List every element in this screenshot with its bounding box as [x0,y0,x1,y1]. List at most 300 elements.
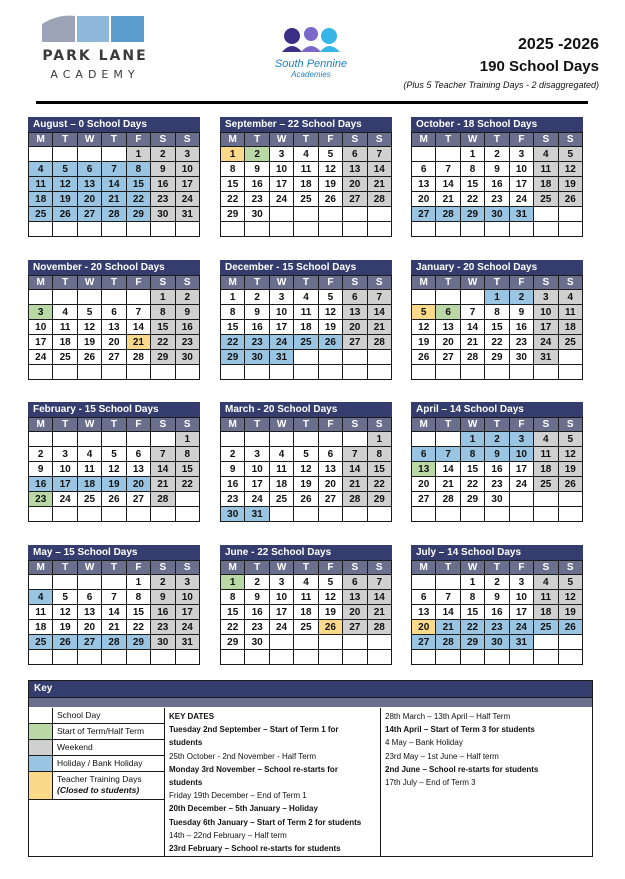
school-day: 17 [269,177,293,192]
term-start-day: 6 [436,305,460,320]
weekend-day: 6 [343,290,367,305]
key-date-line: 25th October - 2nd November - Half Term [169,751,317,761]
weekend-day: 1 [126,147,150,162]
week-row [29,320,200,335]
holiday-day: 31 [245,507,269,522]
school-day: 6 [318,447,342,462]
school-day: 6 [412,590,436,605]
school-days-total: 190 School Days [479,58,599,75]
week-row [29,477,200,492]
weekend-day: 2 [151,147,175,162]
school-day: 30 [485,492,509,507]
weekday-header: W [269,418,293,432]
weekend-day: 11 [558,305,582,320]
empty-cell [412,290,436,305]
empty-cell [367,507,391,522]
training-day: 20 [412,620,436,635]
empty-cell [175,222,199,237]
week-row [221,492,392,507]
empty-cell [485,365,509,380]
month-calendar [411,117,583,237]
empty-cell [53,432,77,447]
school-day: 2 [245,290,269,305]
month-title: May – 15 School Days [28,545,200,560]
school-day: 12 [53,605,77,620]
school-day: 4 [53,305,77,320]
empty-cell [126,650,150,665]
school-day: 6 [412,162,436,177]
weekday-header: S [151,276,175,290]
holiday-day: 21 [436,620,460,635]
school-day: 3 [53,447,77,462]
school-day: 9 [29,462,53,477]
school-day: 12 [77,320,101,335]
weekend-day: 18 [534,605,558,620]
holiday-day: 20 [77,192,101,207]
weekend-day: 11 [534,447,558,462]
month-table [220,417,392,522]
weekday-header: S [558,418,582,432]
holiday-day: 25 [534,620,558,635]
weekend-day: 20 [343,320,367,335]
holiday-day: 28 [436,207,460,222]
empty-cell [343,650,367,665]
week-row [29,462,200,477]
weekday-header-row [221,418,392,432]
holiday-day: 1 [460,432,484,447]
school-day: 11 [269,462,293,477]
weekday-header: T [436,561,460,575]
weekend-day: 17 [175,605,199,620]
month-table [28,275,200,380]
weekday-header: M [29,133,53,147]
weekend-day: 20 [343,177,367,192]
empty-cell [343,207,367,222]
school-day: 23 [485,477,509,492]
holiday-day: 14 [102,177,126,192]
school-day: 9 [485,590,509,605]
key-date-line: 23rd May – 1st June – Half term [385,751,499,761]
empty-cell [221,432,245,447]
school-day: 15 [485,320,509,335]
empty-cell [245,222,269,237]
weekday-header-row [412,276,583,290]
school-day: 18 [294,320,318,335]
weekday-header-row [412,561,583,575]
week-row [29,492,200,507]
weekend-day: 7 [367,147,391,162]
header-divider [36,101,588,104]
legend-label-text: School Day [57,710,101,720]
holiday-day: 7 [102,162,126,177]
weekday-header: S [343,276,367,290]
weekend-day: 28 [367,335,391,350]
weekday-header-row [221,561,392,575]
empty-cell [485,222,509,237]
school-day: 21 [460,335,484,350]
school-day: 22 [460,192,484,207]
school-day: 16 [485,462,509,477]
holiday-day: 21 [102,192,126,207]
weekday-header: T [436,418,460,432]
school-day: 5 [102,447,126,462]
weekend-day: 27 [343,192,367,207]
weekday-header-row [221,133,392,147]
trust-sub-name: Academies [291,70,331,79]
legend-label [53,756,164,772]
week-row [412,432,583,447]
term-start-day: 23 [29,492,53,507]
empty-cell [509,222,533,237]
weekend-day: 10 [175,590,199,605]
training-day: 21 [126,335,150,350]
school-day: 14 [436,177,460,192]
week-row [412,447,583,462]
weekday-header: W [269,133,293,147]
school-day: 9 [221,462,245,477]
weekend-day: 16 [151,605,175,620]
holiday-day: 19 [102,477,126,492]
week-row [29,162,200,177]
school-day: 20 [77,620,101,635]
weekend-day: 31 [534,350,558,365]
school-day: 8 [485,305,509,320]
school-day: 3 [269,147,293,162]
school-day: 28 [436,492,460,507]
legend-label-text: Holiday / Bank Holiday [57,758,143,768]
empty-cell [558,350,582,365]
empty-cell [318,432,342,447]
holiday-day: 25 [29,635,53,650]
weekday-header: W [269,561,293,575]
school-day: 3 [269,575,293,590]
empty-cell [53,365,77,380]
week-row [29,335,200,350]
month-title: September – 22 School Days [220,117,392,132]
weekend-day: 29 [151,350,175,365]
holiday-day: 8 [126,162,150,177]
school-day: 6 [126,447,150,462]
empty-cell [269,432,293,447]
weekday-header: T [485,561,509,575]
key-date-line: students [169,738,203,748]
key-date-line: students [169,778,203,788]
week-row [412,177,583,192]
school-day: 12 [102,462,126,477]
week-row [29,365,200,380]
empty-cell [436,222,460,237]
school-day: 4 [269,447,293,462]
weekend-day: 7 [151,447,175,462]
legend-label-text: Teacher Training Days [57,774,142,784]
weekend-day: 24 [175,620,199,635]
school-day: 11 [294,305,318,320]
weekend-day: 4 [534,432,558,447]
week-row [29,590,200,605]
school-day: 20 [102,335,126,350]
empty-cell [509,365,533,380]
empty-cell [412,650,436,665]
month-table [28,560,200,665]
month-calendar [411,402,583,522]
weekday-header: T [53,133,77,147]
weekday-header: S [343,418,367,432]
week-row [221,507,392,522]
term-start-day: 3 [29,305,53,320]
school-day: 3 [509,575,533,590]
weekday-header: S [151,418,175,432]
key-date-line: Monday 3rd November – School re-starts for [169,764,338,774]
weekday-header: T [53,418,77,432]
month-calendar [220,402,392,522]
school-day: 1 [221,290,245,305]
weekend-day: 11 [534,162,558,177]
week-row [412,650,583,665]
empty-cell [175,492,199,507]
holiday-day: 30 [245,350,269,365]
school-day: 24 [509,192,533,207]
empty-cell [221,365,245,380]
weekend-day: 23 [151,620,175,635]
weekend-day: 24 [534,335,558,350]
week-row [221,290,392,305]
empty-cell [412,222,436,237]
empty-cell [436,432,460,447]
empty-cell [318,365,342,380]
empty-cell [102,650,126,665]
weekend-day: 4 [534,147,558,162]
empty-cell [343,222,367,237]
legend-label [53,772,164,800]
school-day: 11 [53,320,77,335]
school-day: 5 [77,305,101,320]
holiday-day: 24 [509,620,533,635]
week-row [221,447,392,462]
weekday-header-row [29,418,200,432]
weekend-day: 10 [175,162,199,177]
weekday-header: M [221,418,245,432]
empty-cell [460,365,484,380]
school-day: 8 [460,162,484,177]
week-row [221,335,392,350]
weekday-header: T [53,561,77,575]
school-day: 16 [485,605,509,620]
holiday-day: 6 [77,162,101,177]
school-day: 1 [460,147,484,162]
school-day: 14 [126,320,150,335]
school-day: 22 [221,192,245,207]
school-day: 20 [318,477,342,492]
school-day: 19 [412,335,436,350]
weekday-header: T [245,418,269,432]
weekday-header: T [485,276,509,290]
weekday-header: F [509,561,533,575]
holiday-day: 30 [485,635,509,650]
weekday-header: S [151,133,175,147]
school-day: 8 [221,162,245,177]
weekend-day: 23 [175,335,199,350]
empty-cell [29,365,53,380]
month-title: July – 14 School Days [411,545,583,560]
empty-cell [412,432,436,447]
empty-cell [318,207,342,222]
empty-cell [102,432,126,447]
weekday-header: M [412,133,436,147]
school-day: 10 [269,590,293,605]
weekday-header: M [29,561,53,575]
empty-cell [412,507,436,522]
weekend-day: 17 [175,177,199,192]
empty-cell [294,350,318,365]
empty-cell [269,635,293,650]
weekday-header: F [509,276,533,290]
empty-cell [29,575,53,590]
empty-cell [318,635,342,650]
empty-cell [102,365,126,380]
week-row [412,320,583,335]
weekend-day: 24 [175,192,199,207]
school-day: 2 [485,147,509,162]
weekend-day: 4 [558,290,582,305]
school-day: 30 [245,635,269,650]
month-calendar [220,117,392,237]
weekend-day: 14 [151,462,175,477]
week-row [412,222,583,237]
weekday-header: T [102,561,126,575]
holiday-day: 27 [77,207,101,222]
empty-cell [534,650,558,665]
week-row [29,605,200,620]
weekend-day: 6 [343,147,367,162]
weekend-day: 14 [367,590,391,605]
south-pennine-academies-logo [255,26,367,84]
empty-cell [485,507,509,522]
key-dates-column-2 [382,708,592,856]
month-calendar [220,260,392,380]
weekend-day: 21 [151,477,175,492]
empty-cell [126,222,150,237]
header [0,0,625,106]
weekday-header: T [436,276,460,290]
weekend-day: 1 [175,432,199,447]
school-day: 7 [460,305,484,320]
legend-item [29,756,164,772]
weekday-header: S [367,561,391,575]
school-day: 2 [29,447,53,462]
empty-cell [294,207,318,222]
school-day: 14 [460,320,484,335]
empty-cell [436,290,460,305]
empty-cell [294,507,318,522]
month-table [411,132,583,237]
weekday-header: M [412,561,436,575]
empty-cell [151,432,175,447]
week-row [221,605,392,620]
empty-cell [126,365,150,380]
empty-cell [558,492,582,507]
empty-cell [509,492,533,507]
school-day: 12 [294,462,318,477]
weekday-header-row [29,133,200,147]
weekend-day: 16 [151,177,175,192]
empty-cell [29,650,53,665]
week-row [412,590,583,605]
weekday-header: F [126,133,150,147]
weekend-day: 25 [534,477,558,492]
school-day: 11 [294,590,318,605]
empty-cell [558,650,582,665]
week-row [221,575,392,590]
weekday-header: F [126,418,150,432]
month-calendar [411,545,583,665]
week-row [221,650,392,665]
legend-label-note: (Closed to students) [57,785,140,795]
empty-cell [412,575,436,590]
key-legend [29,708,165,856]
school-day: 27 [412,492,436,507]
school-day: 4 [294,147,318,162]
weekday-header: T [294,133,318,147]
school-day: 23 [245,620,269,635]
week-row [412,207,583,222]
week-row [29,620,200,635]
week-row [221,207,392,222]
weekend-day: 4 [534,575,558,590]
school-day: 13 [77,605,101,620]
weekend-day: 12 [558,162,582,177]
empty-cell [343,507,367,522]
holiday-day: 26 [318,335,342,350]
weekend-day: 3 [175,147,199,162]
month-calendar [220,545,392,665]
school-day: 22 [221,620,245,635]
school-day: 15 [460,177,484,192]
empty-cell [102,290,126,305]
weekend-day: 15 [151,320,175,335]
training-days-note: (Plus 5 Teacher Training Days - 2 disaggregated) [403,80,599,90]
weekend-day: 14 [367,162,391,177]
school-day: 25 [269,492,293,507]
weekday-header: W [77,561,101,575]
month-table [411,417,583,522]
school-day: 22 [485,335,509,350]
school-day: 28 [460,350,484,365]
school-day: 12 [318,162,342,177]
weekday-header: T [245,561,269,575]
weekend-day: 26 [558,192,582,207]
holiday-day: 4 [29,162,53,177]
holiday-day: 28 [102,635,126,650]
empty-cell [53,222,77,237]
school-day: 17 [509,177,533,192]
legend-swatch [29,708,53,724]
week-row [29,177,200,192]
school-day: 9 [245,590,269,605]
week-row [412,492,583,507]
empty-cell [53,290,77,305]
key-header-bar [29,697,592,707]
empty-cell [558,207,582,222]
empty-cell [221,222,245,237]
school-day: 13 [318,462,342,477]
weekday-header: M [29,418,53,432]
holiday-day: 13 [77,177,101,192]
weekday-header: M [221,276,245,290]
weekend-day: 2 [151,575,175,590]
empty-cell [412,147,436,162]
weekend-day: 30 [151,207,175,222]
school-name: PARK LANE [42,48,148,64]
